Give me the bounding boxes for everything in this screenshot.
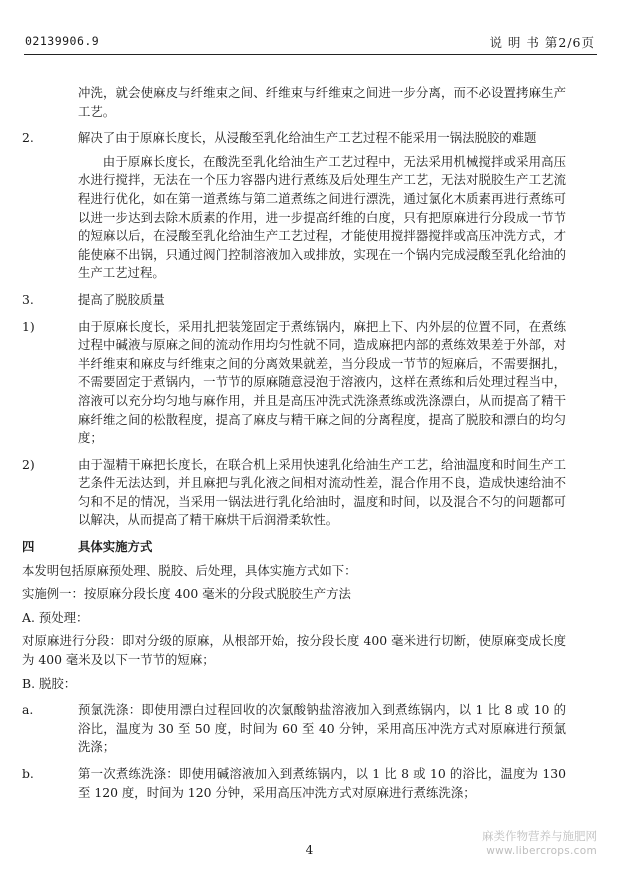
step-item-b bbox=[22, 765, 566, 802]
list-item-3 bbox=[22, 291, 566, 310]
list-marker: 2) bbox=[22, 456, 35, 472]
page-header-title bbox=[489, 33, 595, 51]
sub-item-text: 由于湿精干麻把长度长，在联合机上采用快速乳化给油生产工艺，给油温度和时间生产工艺条件无法达到，并且麻把与乳化液之间相对流动性差，混合作用不良，造成快速给油不匀和不足的情况，当采用一锅法进行乳化给油时，温度和时间，以及混合不匀的问题都可以解决，从而提高了精干麻烘干后润滑柔软性。 bbox=[78, 456, 566, 528]
sub-item-2 bbox=[22, 456, 566, 530]
section-heading bbox=[22, 538, 566, 557]
list-item-title: 提高了脱胶质量 bbox=[78, 291, 165, 307]
watermark-title: 麻类作物营养与施肥网 bbox=[482, 829, 597, 843]
sub-item-1 bbox=[22, 318, 566, 448]
section-number: 四 bbox=[22, 539, 35, 555]
list-item-2 bbox=[22, 129, 566, 148]
document-body bbox=[22, 84, 566, 802]
list-marker: 1) bbox=[22, 318, 35, 334]
step-text-segmentation: 对原麻进行分段：即对分级的原麻，从根部开始，按分段长度 400 毫米进行切断，使原麻变成长度为 400 毫米及以下一节节的短麻； bbox=[22, 633, 566, 668]
step-item-text: 预氯洗涤：即使用漂白过程回收的次氯酸钠盐溶液加入到煮练锅内，以 1 比 8 或 10 的浴比，温度为 30 至 50 度，时间为 60 至 40 分钟，采用高压冲洗方式对原麻进行预氯洗涤； bbox=[78, 702, 566, 755]
list-marker: a. bbox=[22, 702, 34, 718]
watermark-url: www.libercrops.com bbox=[486, 845, 597, 857]
step-item-text: 第一次煮练洗涤：即使用碱溶液加入到煮练锅内，以 1 比 8 或 10 的浴比，温度为 130 至 120 度，时间为 120 分钟，采用高压冲洗方式对原麻进行煮练洗涤； bbox=[78, 766, 566, 800]
paragraph-continuation: 冲洗，就会使麻皮与纤维束之间、纤维束与纤维束之间进一步分离，而不必设置拷麻生产工艺。 bbox=[78, 85, 566, 119]
document-title: 说 明 书 bbox=[489, 35, 540, 50]
example-title: 实施例一：按原麻分段长度 400 毫米的分段式脱胶生产方法 bbox=[22, 586, 351, 602]
list-marker: 3. bbox=[22, 291, 34, 307]
site-watermark bbox=[482, 829, 597, 859]
paragraph-intro: 本发明包括原麻预处理、脱胶、后处理，具体实施方式如下： bbox=[22, 562, 357, 578]
application-number: 02139906.9 bbox=[25, 34, 100, 48]
section-title: 具体实施方式 bbox=[78, 539, 153, 555]
list-item-title: 解决了由于原麻长度长，从浸酸至乳化给油生产工艺过程不能采用一锅法脱胶的难题 bbox=[78, 130, 537, 146]
page-number: 4 bbox=[305, 843, 314, 857]
list-marker: b. bbox=[22, 766, 34, 781]
header-rule bbox=[24, 54, 597, 55]
step-item-a bbox=[22, 701, 566, 757]
paragraph-body: 由于原麻长度长，在酸洗至乳化给油生产工艺过程中，无法采用机械搅拌或采用高压水进行搅拌，无法在一个压力容器内进行煮练及后处理生产工艺，无法对脱胶生产工艺流程进行优化，如在第一道煮练与第二道煮练之间进行漂洗，通过氯化木质素再进行煮练可以进一步达到去除木质素的作用，进一步提高纤维的白度，只有把原麻进行分段成一节节的短麻以后，在浸酸至乳化给油生产工艺过程，才能使用搅拌器搅拌或高压冲洗方式，才能使麻不出锅，只通过阀门控制溶液加入或排放，实现在一个锅内完成浸酸至乳化给油的生产工艺过程。 bbox=[78, 153, 566, 281]
step-heading-b: B. 脱胶： bbox=[22, 675, 77, 691]
page-label: 第2/6页 bbox=[544, 35, 595, 50]
sub-item-text: 由于原麻长度长，采用扎把装笼固定于煮练锅内，麻把上下、内外层的位置不同，在煮练过程中碱液与原麻之间的流动作用均匀性就不同，造成麻把内部的煮练效果差于外部，对半纤维束和麻皮与纤维束之间的分离效果就差，当分段成一节节的短麻后，不需要捆扎，不需要固定于煮锅内，一节节的原麻随意浸泡于溶液内，这样在煮练和后处理过程当中，溶液可以充分均匀地与麻作用，并且是高压冲洗式洗涤煮练或洗涤漂白，从而提高了精干麻纤维之间的松散程度，提高了麻皮与精干麻之间的分离程度，提高了脱胶和漂白的均匀度； bbox=[78, 318, 566, 446]
step-heading-a: A. 预处理： bbox=[22, 609, 89, 625]
list-marker: 2. bbox=[22, 130, 34, 146]
